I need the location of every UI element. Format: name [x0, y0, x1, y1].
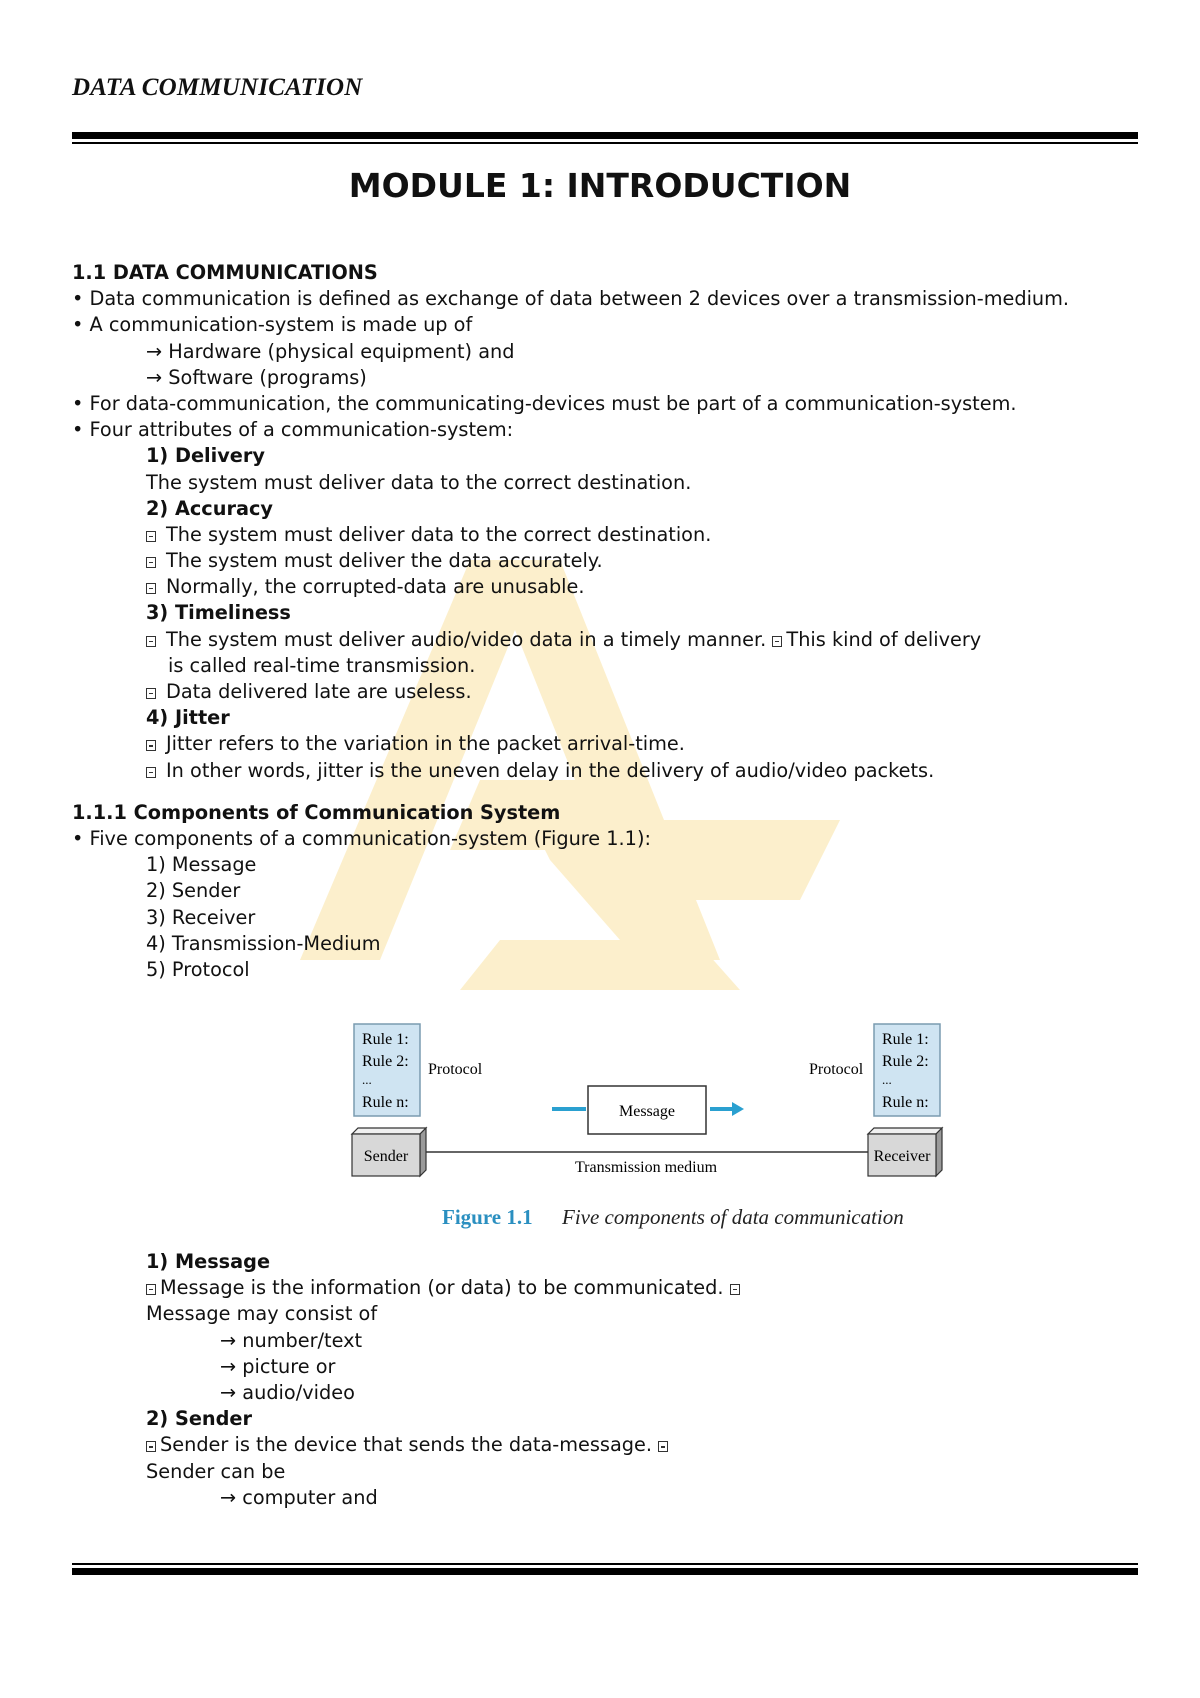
bullet-box-icon — [730, 1284, 740, 1295]
rule-label: Rule 2: — [362, 1053, 409, 1070]
figure-caption-text: Five components of data communication — [562, 1205, 904, 1229]
timeliness-item: The system must deliver audio/video data in a timely manner. This kind of delivery — [72, 627, 1152, 653]
timeliness-continuation: is called real-time transmission. — [168, 653, 476, 677]
component-heading-message: 1) Message — [146, 1250, 271, 1274]
bullet-box-icon — [146, 740, 156, 751]
message-definition: Message is the information (or data) to be communicated. — [72, 1275, 1152, 1301]
attribute-heading-accuracy: 2) Accuracy — [146, 496, 273, 520]
sub-item-software: → Software (programs) — [146, 365, 367, 389]
component-list-item: 1) Message — [146, 853, 257, 877]
sender-definition: Sender is the device that sends the data-message. — [72, 1432, 1152, 1458]
attribute-heading-timeliness: 3) Timeliness — [146, 601, 291, 625]
message-sub-item: → audio/video — [220, 1381, 355, 1404]
sender-sub-item: → computer and — [220, 1485, 378, 1509]
sub-item-hardware: → Hardware (physical equipment) and — [146, 339, 515, 363]
bullet-box-icon — [146, 1284, 156, 1295]
section-heading-1-1: 1.1 DATA COMMUNICATIONS — [72, 261, 378, 284]
arrow-right-icon — [732, 1102, 744, 1116]
sender-can-be: Sender can be — [146, 1459, 286, 1483]
bullet-four-attributes: • Four attributes of a communication-system: — [72, 418, 514, 442]
bullet-definition: • Data communication is defined as exchange of data between 2 devices over a transmission-medium. — [72, 287, 1070, 311]
document-header-title: DATA COMMUNICATION — [72, 74, 363, 101]
message-sub-item: → number/text — [220, 1328, 363, 1352]
figure-caption-number: Figure 1.1 — [442, 1205, 533, 1229]
bullet-box-icon — [772, 636, 782, 647]
arrow-in-icon — [552, 1107, 586, 1111]
bullet-devices-part: • For data-communication, the communicating-devices must be part of a communication-system. — [72, 391, 1017, 415]
bullet-box-icon — [146, 688, 156, 699]
section-heading-1-1-1: 1.1.1 Components of Communication System — [72, 800, 561, 824]
protocol-label-right: Protocol — [809, 1061, 864, 1078]
receiver-label: Receiver — [873, 1148, 931, 1165]
protocol-label-left: Protocol — [428, 1061, 483, 1078]
component-heading-sender: 2) Sender — [146, 1407, 253, 1431]
bullet-box-icon — [146, 636, 156, 647]
attribute-heading-jitter: 4) Jitter — [146, 706, 230, 730]
timeliness-item: Data delivered late are useless. — [72, 679, 1152, 705]
attribute-text-delivery: The system must deliver data to the correct destination. — [146, 470, 692, 494]
rule-label: Rule 2: — [882, 1053, 929, 1070]
attribute-heading-delivery: 1) Delivery — [146, 444, 265, 468]
rule-label: Rule n: — [362, 1094, 409, 1111]
rule-label: Rule 1: — [882, 1031, 929, 1048]
rule-label: ... — [882, 1072, 892, 1087]
bullet-box-icon — [146, 767, 156, 778]
component-list-item: 2) Sender — [146, 879, 241, 903]
bullet-box-icon — [658, 1441, 668, 1452]
component-list-item: 5) Protocol — [146, 957, 250, 981]
message-sub-item: → picture or — [220, 1354, 336, 1378]
document-body — [72, 260, 1152, 1511]
bullet-five-components: • Five components of a communication-system (Figure 1.1): — [72, 826, 651, 850]
rule-label: Rule n: — [882, 1094, 929, 1111]
jitter-item: In other words, jitter is the uneven delay in the delivery of audio/video packets. — [72, 758, 1152, 784]
rule-label: Rule 1: — [362, 1031, 409, 1048]
transmission-medium-label: Transmission medium — [574, 1159, 718, 1176]
component-list-item: 4) Transmission-Medium — [146, 931, 381, 955]
accuracy-item: The system must deliver data to the correct destination. — [72, 522, 1152, 548]
figure-communication-components — [340, 1022, 960, 1242]
bullet-box-icon — [146, 557, 156, 568]
arrow-out-shaft — [710, 1107, 732, 1111]
bullet-system-made-of: • A communication-system is made up of — [72, 313, 473, 337]
header-rule — [72, 132, 1138, 144]
message-consist-of: Message may consist of — [146, 1302, 378, 1326]
accuracy-item: Normally, the corrupted-data are unusable. — [72, 574, 1152, 600]
footer-rule — [72, 1563, 1138, 1575]
accuracy-item: The system must deliver the data accurately. — [72, 548, 1152, 574]
sender-label: Sender — [363, 1148, 409, 1165]
bullet-box-icon — [146, 583, 156, 594]
rule-label: ... — [362, 1072, 372, 1087]
message-label: Message — [619, 1103, 675, 1120]
jitter-item: Jitter refers to the variation in the packet arrival-time. — [72, 731, 1152, 757]
bullet-box-icon — [146, 531, 156, 542]
module-title: MODULE 1: INTRODUCTION — [348, 166, 852, 205]
component-list-item: 3) Receiver — [146, 905, 256, 929]
bullet-box-icon — [146, 1441, 156, 1452]
